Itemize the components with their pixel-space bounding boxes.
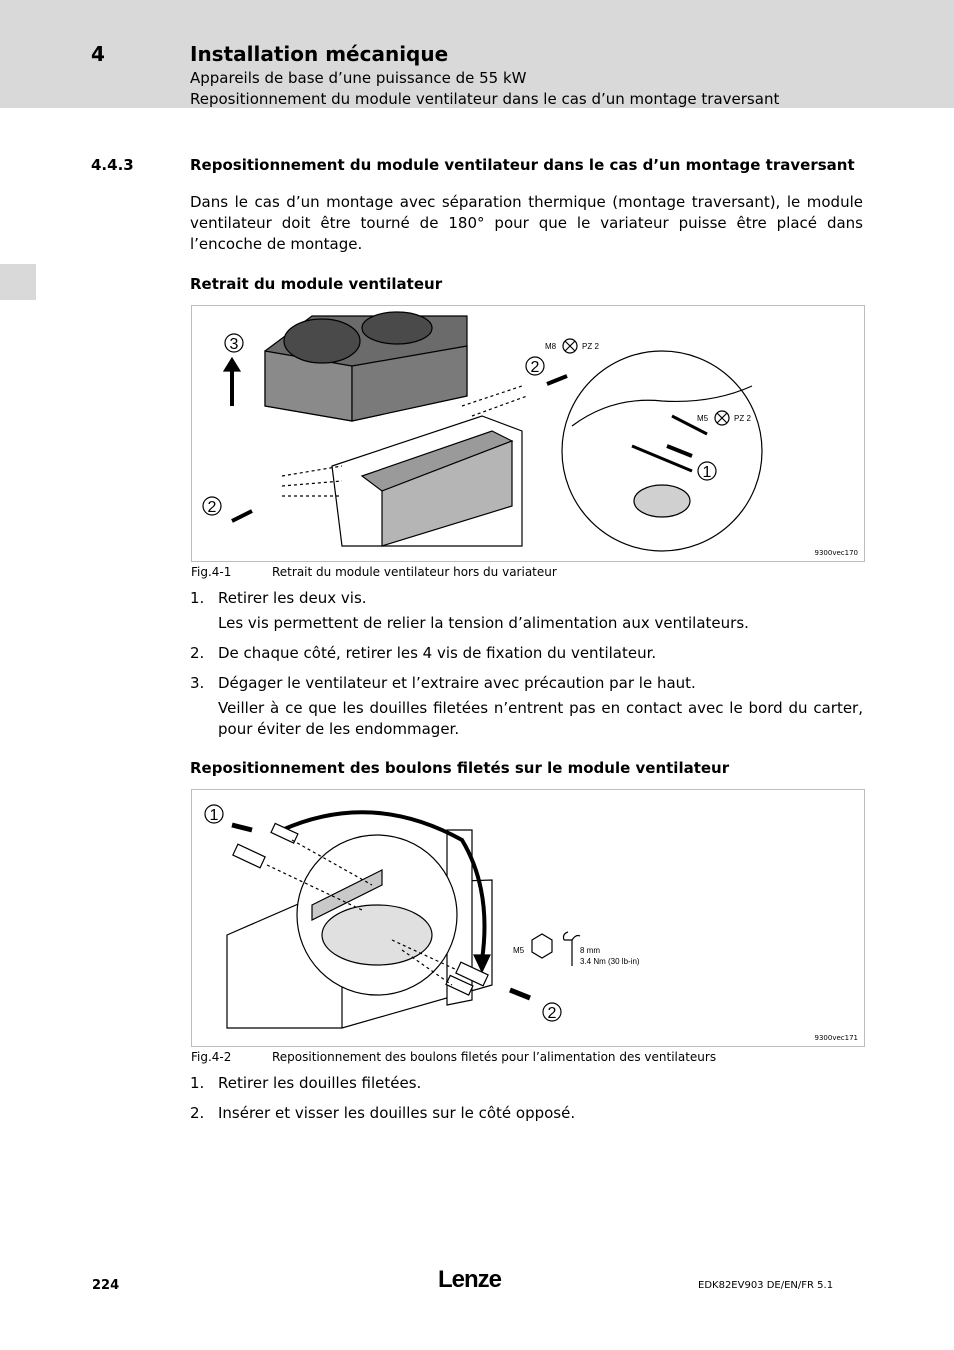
label-torque: 3.4 Nm (30 lb-in) <box>580 957 640 966</box>
step-text: De chaque côté, retirer les 4 vis de fixation du ventilateur. <box>218 644 657 662</box>
section-number: 4.4.3 <box>91 156 134 174</box>
step-number: 2. <box>190 644 205 662</box>
chapter-title: Installation mécanique <box>190 42 449 66</box>
step-note-3: Veiller à ce que les douilles filetées n’entrent pas en contact avec le bord du carter, pour éviter de les endommager. <box>218 699 863 738</box>
step-number: 1. <box>190 1074 205 1092</box>
fan-removal-illustration <box>192 306 864 561</box>
section-title: Repositionnement du module ventilateur dans le cas d’un montage traversant <box>190 156 855 174</box>
brand-logo: Lenze <box>438 1266 502 1293</box>
callout-1: 1 <box>702 464 712 481</box>
figure-id: 9300vec171 <box>814 1034 858 1042</box>
figure-fan-removal <box>191 305 865 562</box>
figure-caption-number: Fig.4-1 <box>191 565 232 579</box>
figure-id: 9300vec170 <box>814 549 858 557</box>
label-m8: M8 <box>545 342 557 351</box>
step-note-1: Les vis permettent de relier la tension d’alimentation aux ventilateurs. <box>218 614 749 632</box>
figure-caption-number: Fig.4-2 <box>191 1050 232 1064</box>
figure-caption-text: Repositionnement des boulons filetés pour l’alimentation des ventilateurs <box>272 1050 717 1064</box>
step-number: 1. <box>190 589 205 607</box>
document-reference: EDK82EV903 DE/EN/FR 5.1 <box>698 1280 834 1291</box>
callout-3: 3 <box>229 336 239 353</box>
callout-2: 2 <box>547 1005 557 1022</box>
chapter-side-tab <box>0 264 36 300</box>
bolt-repositioning-illustration <box>192 790 864 1046</box>
callout-2-left: 2 <box>207 499 217 516</box>
subheading-repositioning: Repositionnement des boulons filetés sur le module ventilateur <box>190 759 730 777</box>
figure-bolt-repositioning <box>191 789 865 1047</box>
label-m5: M5 <box>697 414 709 423</box>
section-intro: Dans le cas d’un montage avec séparation thermique (montage traversant), le module ventilateur doit être tourné de 180° pour que le variateur puisse être placé dans l’encoche de montage. <box>190 193 863 253</box>
step-text: Insérer et visser les douilles sur le côté opposé. <box>218 1104 576 1122</box>
step-text: Dégager le ventilateur et l’extraire avec précaution par le haut. <box>218 674 696 692</box>
label-pz2-a: PZ 2 <box>582 342 599 351</box>
chapter-number: 4 <box>91 42 105 66</box>
page-number: 224 <box>92 1278 120 1293</box>
step-text: Retirer les douilles filetées. <box>218 1074 422 1092</box>
header-subtitle-2: Repositionnement du module ventilateur dans le cas d’un montage traversant <box>190 90 780 108</box>
label-wrench-size: 8 mm <box>580 946 600 955</box>
figure-caption-text: Retrait du module ventilateur hors du variateur <box>272 565 557 579</box>
callout-1: 1 <box>209 807 219 824</box>
subheading-removal: Retrait du module ventilateur <box>190 275 443 293</box>
step-number: 2. <box>190 1104 205 1122</box>
callout-2-top: 2 <box>530 359 540 376</box>
step-number: 3. <box>190 674 205 692</box>
label-m5: M5 <box>513 946 525 955</box>
label-pz2-b: PZ 2 <box>734 414 751 423</box>
step-text: Retirer les deux vis. <box>218 589 367 607</box>
header-subtitle-1: Appareils de base d’une puissance de 55 kW <box>190 69 527 87</box>
